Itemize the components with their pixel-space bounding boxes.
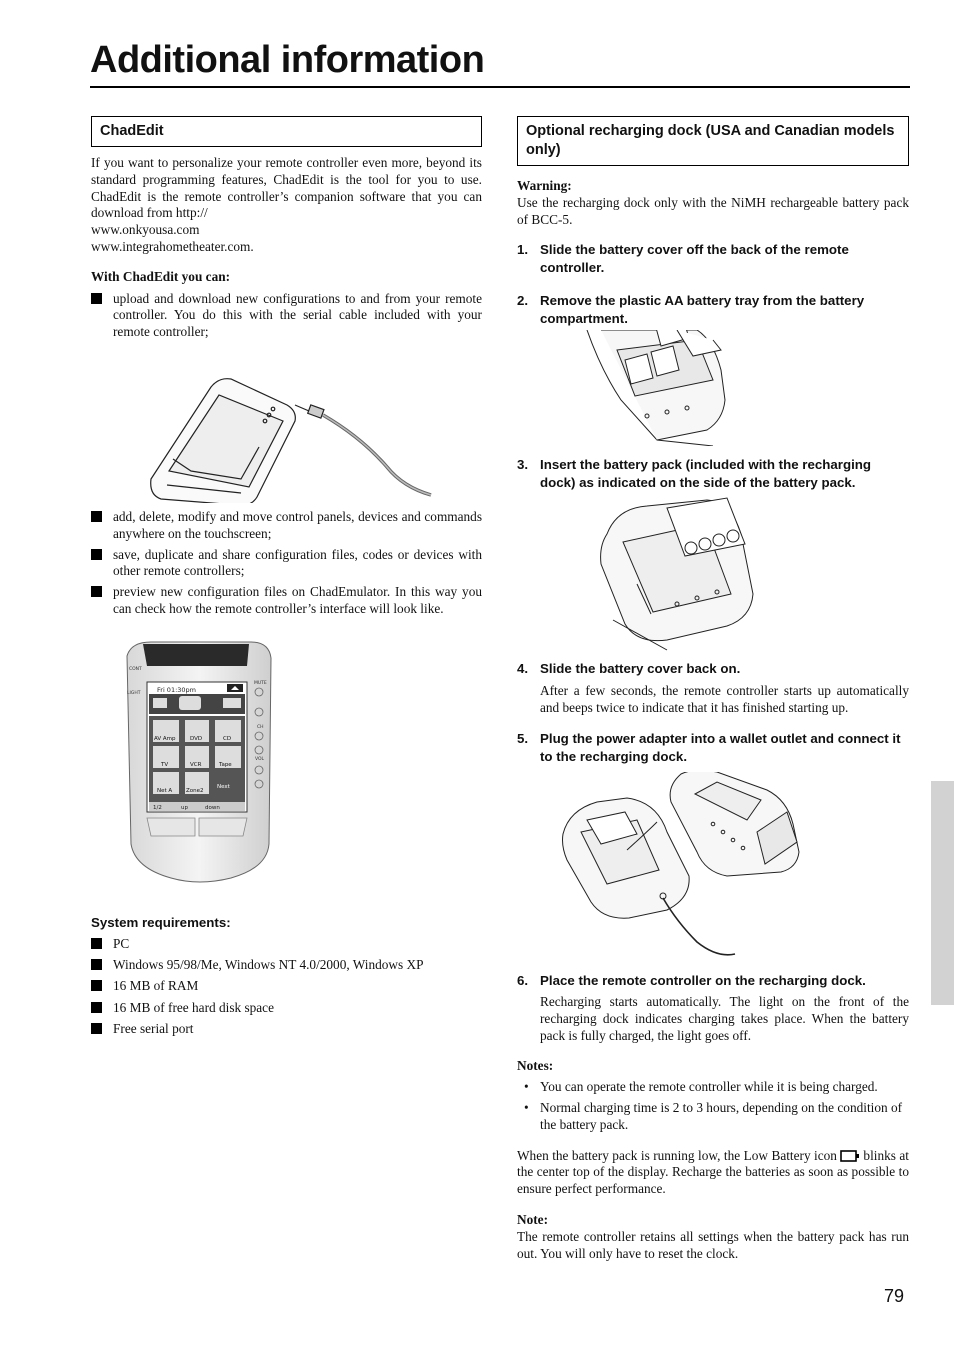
key-net-a: Net A [157, 787, 173, 794]
right-column [517, 116, 909, 1262]
key-dvd: DVD [190, 735, 203, 742]
emulator-clock: Fri 01:30pm [157, 685, 196, 694]
step-3: 3. Insert the battery pack (included with the recharging dock) as indicated on the side of the battery pack. [517, 457, 872, 491]
list-item: Windows 95/98/Me, Windows NT 4.0/2000, Windows XP [91, 957, 482, 974]
system-requirements-heading: System requirements: [91, 914, 231, 930]
list-item: 16 MB of free hard disk space [91, 1000, 482, 1017]
square-bullet-icon [91, 293, 102, 304]
list-item: PC [91, 936, 482, 953]
square-bullet-icon [91, 1002, 102, 1013]
list-item: save, duplicate and share configuration files, codes or devices with other remote controllers; [91, 547, 482, 581]
step-4-body: After a few seconds, the remote controller starts up automatically and beeps twice to indicate that it has finished starting up. [540, 683, 909, 716]
low-battery-icon [840, 1150, 860, 1162]
chadedit-intro: If you want to personalize your remote controller even more, beyond its standard programming features, ChadEdit is the tool for you to use. ChadEdit is the remote controller’s companion software that you can download from http:// [91, 155, 482, 221]
step-6-body: Recharging starts automatically. The light on the front of the recharging dock indicates charging takes place. When the battery pack is fully charged, the light goes off. [540, 993, 909, 1043]
list-item: upload and download new configurations to and from your remote controller. You do this with the serial cable included with your remote controller; [91, 291, 482, 341]
key-cd: CD [223, 735, 232, 742]
step-5: 5. Plug the power adapter into a wallet outlet and connect it to the recharging dock. [517, 730, 901, 764]
square-bullet-icon [91, 980, 102, 991]
side-label-mute: MUTE [254, 680, 267, 686]
step-2: 2. Remove the plastic AA battery tray from the battery compartment. [517, 293, 865, 327]
chademulator-remote-illustration [91, 632, 482, 888]
emulator-up: up [181, 804, 188, 811]
battery-tray-illustration [517, 330, 909, 446]
battery-pack-illustration [517, 494, 909, 654]
recharging-dock-heading: Optional recharging dock (USA and Canadian models only) [517, 116, 909, 166]
list-item: • You can operate the remote controller while it is being charged. [524, 1079, 878, 1095]
key-vcr: VCR [190, 761, 202, 768]
key-tape: Tape [219, 761, 232, 768]
notes-list [517, 1079, 909, 1133]
list-item: Free serial port [91, 1021, 482, 1038]
bullet-dot-icon: • [524, 1099, 529, 1115]
square-bullet-icon [91, 959, 102, 970]
square-bullet-icon [91, 549, 102, 560]
left-column [91, 116, 482, 1038]
system-requirements-list [91, 936, 482, 1038]
section-tab [931, 781, 954, 1005]
low-battery-paragraph: When the battery pack is running low, the Low Battery icon blinks at the center top of the display. Recharge the batteries as soon as possible to ensure perfect performance. [517, 1147, 909, 1197]
warning-text: Use the recharging dock only with the NiMH rechargeable battery pack of BCC-5. [517, 194, 909, 227]
square-bullet-icon [91, 1023, 102, 1034]
key-av-amp: AV Amp [154, 735, 176, 742]
chadedit-bullets-2 [91, 509, 482, 618]
side-label-light: LIGHT [127, 690, 141, 696]
square-bullet-icon [91, 586, 102, 597]
side-label-vol: VOL [255, 756, 265, 762]
recharging-dock-illustration [517, 772, 909, 972]
list-item: 16 MB of RAM [91, 978, 482, 995]
warning-label: Warning: [517, 178, 572, 193]
key-zone2: Zone2 [186, 787, 204, 794]
url-onkyo: www.onkyousa.com [91, 222, 200, 238]
step-6: 6. Place the remote controller on the recharging dock. [517, 972, 866, 988]
square-bullet-icon [91, 511, 102, 522]
side-label-cont: CONT [129, 666, 142, 672]
remote-serial-cable-illustration [91, 347, 482, 503]
square-bullet-icon [91, 938, 102, 949]
page-title: Additional information [90, 36, 910, 88]
list-item: • Normal charging time is 2 to 3 hours, depending on the condition of the battery pack. [524, 1099, 903, 1132]
note-label: Note: [517, 1211, 549, 1227]
key-tv: TV [161, 761, 169, 768]
step-1: 1. Slide the battery cover off the back of the remote controller. [517, 242, 849, 276]
with-chadedit-heading: With ChadEdit you can: [91, 268, 231, 284]
side-label-ch: CH [257, 724, 264, 730]
chadedit-bullets-1 [91, 291, 482, 341]
page-number: 79 [884, 1286, 905, 1306]
bullet-dot-icon: • [524, 1079, 529, 1095]
url-integra: www.integrahometheater.com. [91, 238, 254, 254]
notes-label: Notes: [517, 1058, 554, 1074]
step-4: 4. Slide the battery cover back on. [517, 661, 741, 677]
note-text: The remote controller retains all settings when the battery pack has run out. You will only have to reset the clock. [517, 1228, 909, 1261]
emulator-page: 1/2 [153, 804, 162, 811]
list-item: add, delete, modify and move control panels, devices and commands anywhere on the touchscreen; [91, 509, 482, 543]
emulator-down: down [205, 804, 220, 811]
key-next: Next [217, 783, 230, 790]
chadedit-heading: ChadEdit [91, 116, 482, 147]
list-item: preview new configuration files on ChadEmulator. In this way you can check how the remote controller’s interface will look like. [91, 584, 482, 618]
